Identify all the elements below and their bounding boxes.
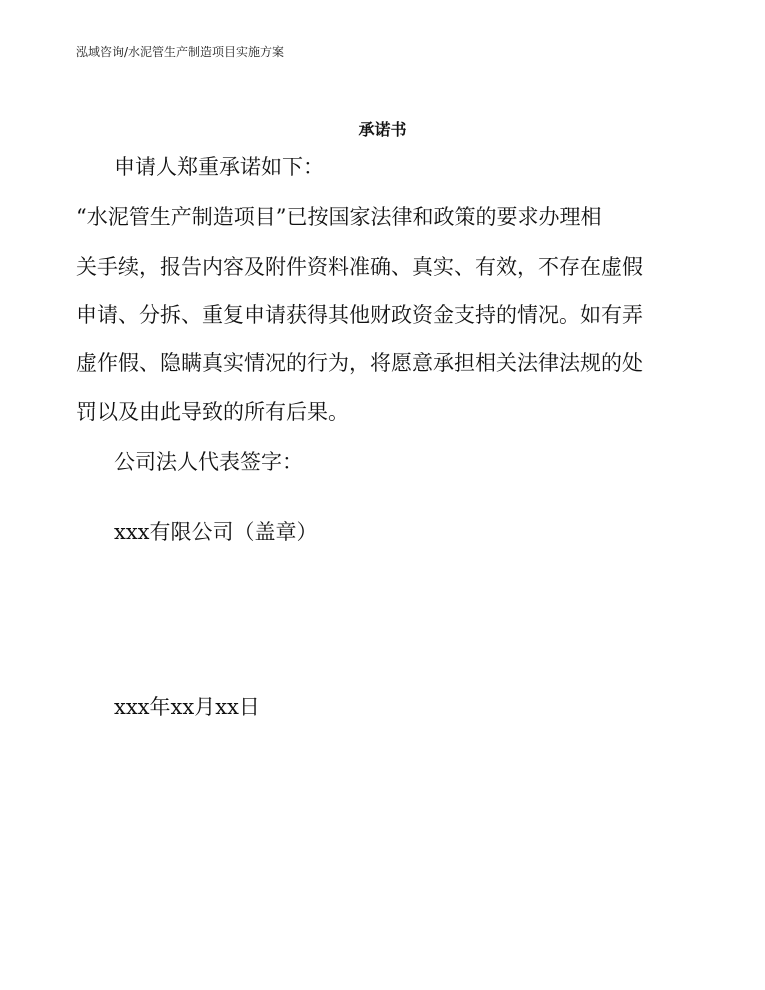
opening-statement: 申请人郑重承诺如下： xyxy=(114,155,324,179)
document-title: 承诺书 xyxy=(358,120,407,139)
signature-label: 公司法人代表签字： xyxy=(114,450,303,474)
paragraph-line: 罚以及由此导致的所有后果。 xyxy=(76,400,349,424)
paragraph-line: 申请、分拆、重复申请获得其他财政资金支持的情况。如有弄 xyxy=(76,303,643,327)
paragraph-line: 虚作假、隐瞒真实情况的行为，将愿意承担相关法律法规的处 xyxy=(76,351,643,375)
page-header: 泓域咨询/水泥管生产制造项目实施方案 xyxy=(76,45,285,59)
paragraph-line: “水泥管生产制造项目”已按国家法律和政策的要求办理相 xyxy=(76,205,602,229)
paragraph-line: 关手续，报告内容及附件资料准确、真实、有效，不存在虚假 xyxy=(76,255,643,279)
company-seal-line: xxx有限公司（盖章） xyxy=(114,520,318,544)
date-line: xxx年xx月xx日 xyxy=(114,695,260,719)
